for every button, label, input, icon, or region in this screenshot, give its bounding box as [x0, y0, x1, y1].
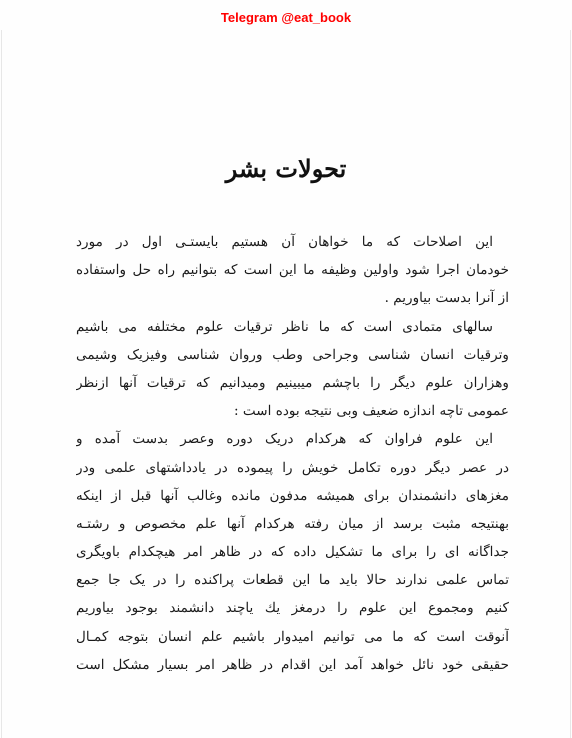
scan-edge-left — [1, 30, 2, 738]
scan-edge-right — [570, 30, 571, 738]
text-line: در عصر دیگر دوره تکامل خویش را پیموده در یادداشتهای علمی ودر — [76, 459, 509, 476]
text-line: وترقیات انسان شناسی وجراحی وطب وروان شناسی وفیزیک وشیمی — [76, 346, 509, 363]
text-line: حقیقی خود نائل خواهد آمد این اقدام در ظاهر امر بسیار مشکل است — [76, 656, 509, 673]
text-line: مغزهای دانشمندان برای همیشه مدفون مانده وغالب آنها قبل از اینکه — [76, 487, 509, 504]
chapter-title: تحولات بشر — [225, 154, 347, 183]
text-line: این اصلاحات که ما خواهان آن هستیم بایستـی اول در مورد — [76, 234, 493, 250]
text-line: وهزاران علوم دیگر را باچشم میبینیم ومیدانیم که ترقیات آنها ازنظر — [76, 374, 509, 391]
body-text — [76, 228, 509, 679]
text-line: سالهای متمادی است که ما ناظر ترقیات علوم مختلفه می باشیم — [76, 318, 493, 335]
text-line: جداگانه ای را برای ما تشکیل داده که در ظاهر امر هیچکدام باویگری — [76, 544, 509, 561]
text-line: خودمان اجرا شود واولین وظیفه ما این است که بتوانیم راه حل واستفاده — [76, 262, 509, 279]
text-line: تماس علمی ندارند حالا باید ما این قطعات پراکنده را در یک جا جمع — [76, 572, 509, 589]
text-line: عمومی تاچه اندازه ضعیف وبی نتیجه بوده است : — [233, 403, 509, 420]
text-line: بهنتیجه مثبت برسد از میان رفته هرکدام آنها علم مخصوص و رشتـه — [76, 515, 509, 532]
text-line: از آنرا بدست بیاوریم . — [384, 290, 509, 307]
text-line: آنوقت است که ما می توانیم امیدوار باشیم علم انسان بتوجه کمـال — [76, 628, 509, 645]
text-line: کنیم ومجموع این علوم را درمغز یك یاچند دانشمند بوجود بیاوریم — [76, 600, 509, 617]
text-line: این علوم فراوان که هرکدام دریک دوره وعصر بدست آمده و — [76, 431, 493, 448]
telegram-banner: Telegram @eat_book — [220, 10, 352, 25]
